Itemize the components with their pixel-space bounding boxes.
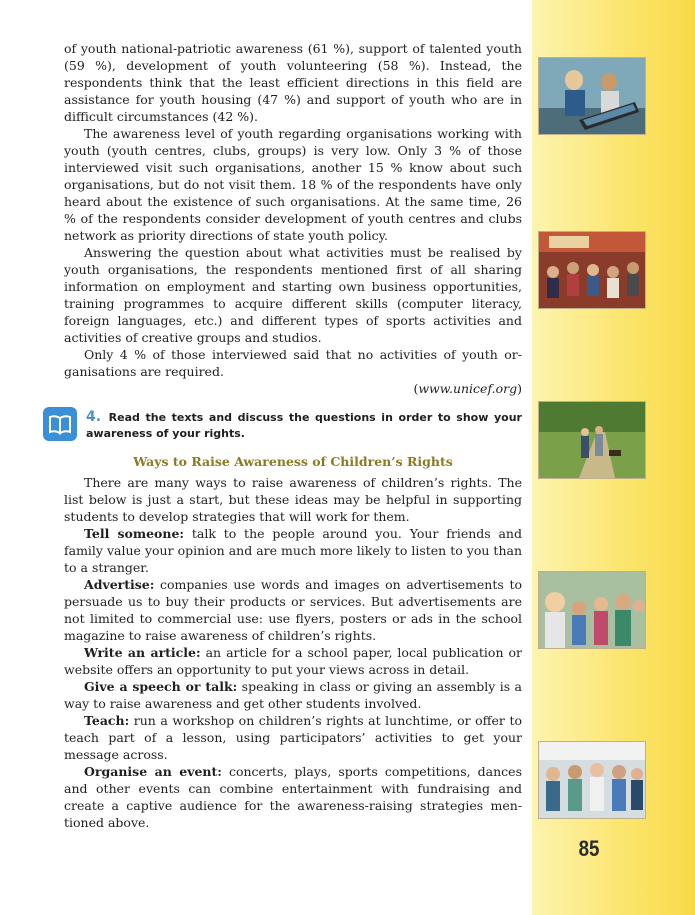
- task-instruction: [86, 409, 522, 442]
- task-4: [64, 409, 522, 443]
- idea-term: Give a speech or talk:: [84, 679, 238, 694]
- idea-text: an article for a school paper, local publication or website offers an opportunity to put your views across in detail.: [64, 645, 522, 677]
- source-link: www.unicef.org: [418, 381, 518, 396]
- idea-teach: [64, 712, 522, 763]
- idea-text: concerts, plays, sports competitions, dances and other events can combine entertainment with fundraising and create a captive audience for the awareness-raising strategies mentioned above.: [64, 764, 522, 830]
- paragraph-youth-priorities: of youth national-patriotic awareness (61 %), support of talented youth (59 %), development of youth volunteering (58 %). Instead, the respondents think that the least efficient directions in this field are assistance for youth housing (47 %) and support of youth who are in difficult circumstances (42 %).: [64, 41, 522, 124]
- photo-children-group: [538, 571, 646, 649]
- idea-term: Tell someone:: [84, 526, 185, 541]
- idea-write-article: [64, 644, 522, 678]
- book-icon: [43, 407, 77, 441]
- idea-text: run a workshop on children’s rights at lunchtime, or offer to teach part of a lesson, using participators’ activities to get your message across.: [64, 713, 522, 762]
- idea-term: Organise an event:: [84, 764, 222, 779]
- idea-term: Teach:: [84, 713, 130, 728]
- task-number: 4.: [86, 409, 102, 425]
- photo-teens-with-tablet: [538, 57, 646, 135]
- photo-students-classroom: [538, 741, 646, 819]
- task-text: Read the texts and discuss the questions in order to show your awareness of your rights.: [86, 411, 522, 440]
- paragraph-awareness-level: The awareness level of youth regarding organisations working with youth (youth centres, clubs, groups) is very low. Only 3 % of those interviewed visit such organisations, another 15 % know about such organisations, but do not visit them. 18 % of the respondents have only heard about the existence of such organisations. At the same time, 26 % of the respondents consider development of youth centres and clubs network as priority directions of state youth policy.: [64, 126, 522, 243]
- idea-text: speaking in class or giving an assembly is a way to raise awareness and get other students involved.: [64, 679, 522, 711]
- section-title: Ways to Raise Awareness of Children’s Rights: [133, 454, 453, 469]
- paragraph-intro: There are many ways to raise awareness of children’s rights. The list below is just a start, but these ideas may be helpful in supporting students to develop strategies that will work for them.: [64, 475, 522, 524]
- page-number: 85: [578, 836, 600, 861]
- paragraph-activities: Answering the question about what activities must be realised by youth organisations, the respondents mentioned first of all sharing information on employment and starting own business opportunities, training programmes to acquire different skills (computer literacy, foreign languages, etc.) and different types of sports activities and activities of creative groups and studios.: [64, 245, 522, 345]
- paragraph-no-activities: Only 4 % of those interviewed said that no activities of youth organisations are required.: [64, 347, 522, 379]
- idea-tell-someone: [64, 525, 522, 576]
- photo-youth-meeting: [538, 231, 646, 309]
- idea-text: companies use words and images on advertisements to persuade us to buy their products or services. But advertisements are not limited to commercial use: use flyers, posters or ads in the school magazine to raise awareness of children’s rights.: [64, 577, 522, 643]
- idea-advertise: [64, 576, 522, 644]
- source-citation: (www.unicef.org): [413, 381, 522, 396]
- idea-speech: [64, 678, 522, 712]
- idea-text: talk to the people around you. Your friends and family value your opinion and are much more likely to listen to you than to a stranger.: [64, 526, 522, 575]
- photo-walking-dog: [538, 401, 646, 479]
- idea-term: Advertise:: [84, 577, 155, 592]
- page-body: [64, 40, 522, 831]
- idea-organise-event: [64, 763, 522, 831]
- idea-term: Write an article:: [84, 645, 201, 660]
